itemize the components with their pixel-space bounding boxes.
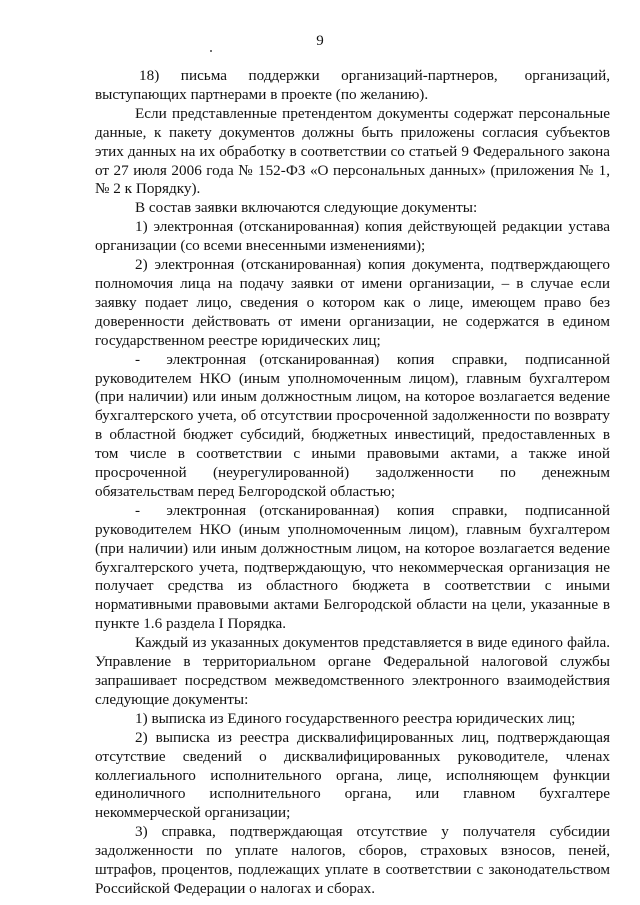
paragraph-item-18: 18) письма поддержки организаций-партнеров, организаций, выступающих партнерами в проекте (по желанию). [95,67,610,103]
paragraph-single-file: Каждый из указанных документов представляется в виде единого файла. Управление в территориальном органе Федеральной налоговой службы запрашивает посредством межведомственного электронного взаимодействия следующие документы: [95,634,610,708]
paragraph-debt-certificate: - электронная (отсканированная) копия справки, подписанной руководителем НКО (иным уполномоченным лицом), главным бухгалтером (при наличии) или иным должностным лицом, на которое возлагается ведение бухгалтерского учета, об отсутствии просроченной задолженности по возврату в областной бюджет субсидий, бюджетных инвестиций, предоставленных в том числе в соответствии с иными правовыми актами, а также иной просроченной (неурегулированной) задолженности по денежным обязательствам перед Белгородской областью; [95,350,610,500]
paragraph-charter-copy: 1) электронная (отсканированная) копия действующей редакции устава организации (со всеми внесенными изменениями); [95,218,610,255]
paragraph-egrul-extract: 1) выписка из Единого государственного реестра юридических лиц; [135,709,576,727]
paragraph-tax-certificate: 3) справка, подтверждающая отсутствие у получателя субсидии задолженности по уплате налогов, сборов, страховых взносов, пеней, штрафов, процентов, подлежащих уплате в соответствии с законодательством Российской Федерации о налогах и сборах. [95,823,610,897]
scan-speck [210,50,212,52]
paragraph-personal-data: Если представленные претендентом документы содержат персональные данные, к пакету документов должны быть приложены согласия субъектов этих данных на их обработку в соответствии со статьей 9 Федерального закона от 27 июля 2006 года № 152-ФЗ «О персональных данных» (приложения № 1, № 2 к Порядку). [95,104,610,198]
paragraph-funding-certificate: - электронная (отсканированная) копия справки, подписанной руководителем НКО (иным уполномоченным лицом), главным бухгалтером (при наличии) или иным должностным лицом, на которое возлагается ведение бухгалтерского учета, подтверждающую, что некоммерческая организация не получает средства из областного бюджета в соответствии с иными нормативными правовыми актами Белгородской области на цели, указанные в пункте 1.6 раздела I Порядка. [95,501,610,633]
paragraph-disqualified-registry: 2) выписка из реестра дисквалифицированных лиц, подтверждающая отсутствие сведений о дисквалифицированных руководителе, членах коллегиального исполнительного органа, лице, исполняющем функции единоличного исполнительного органа, или главном бухгалтере некоммерческой организации; [95,728,610,822]
document-body [95,67,610,899]
page-number: 9 [316,33,324,49]
paragraph-authority-document: 2) электронная (отсканированная) копия документа, подтверждающего полномочия лица на подачу заявки от имени организации, – в случае если заявку подает лицо, сведения о котором как о лице, имеющем право без доверенности действовать от имени организации, не содержатся в едином государственном реестре юридических лиц; [95,256,610,349]
paragraph-application-contents: В состав заявки включаются следующие документы: [135,199,478,217]
